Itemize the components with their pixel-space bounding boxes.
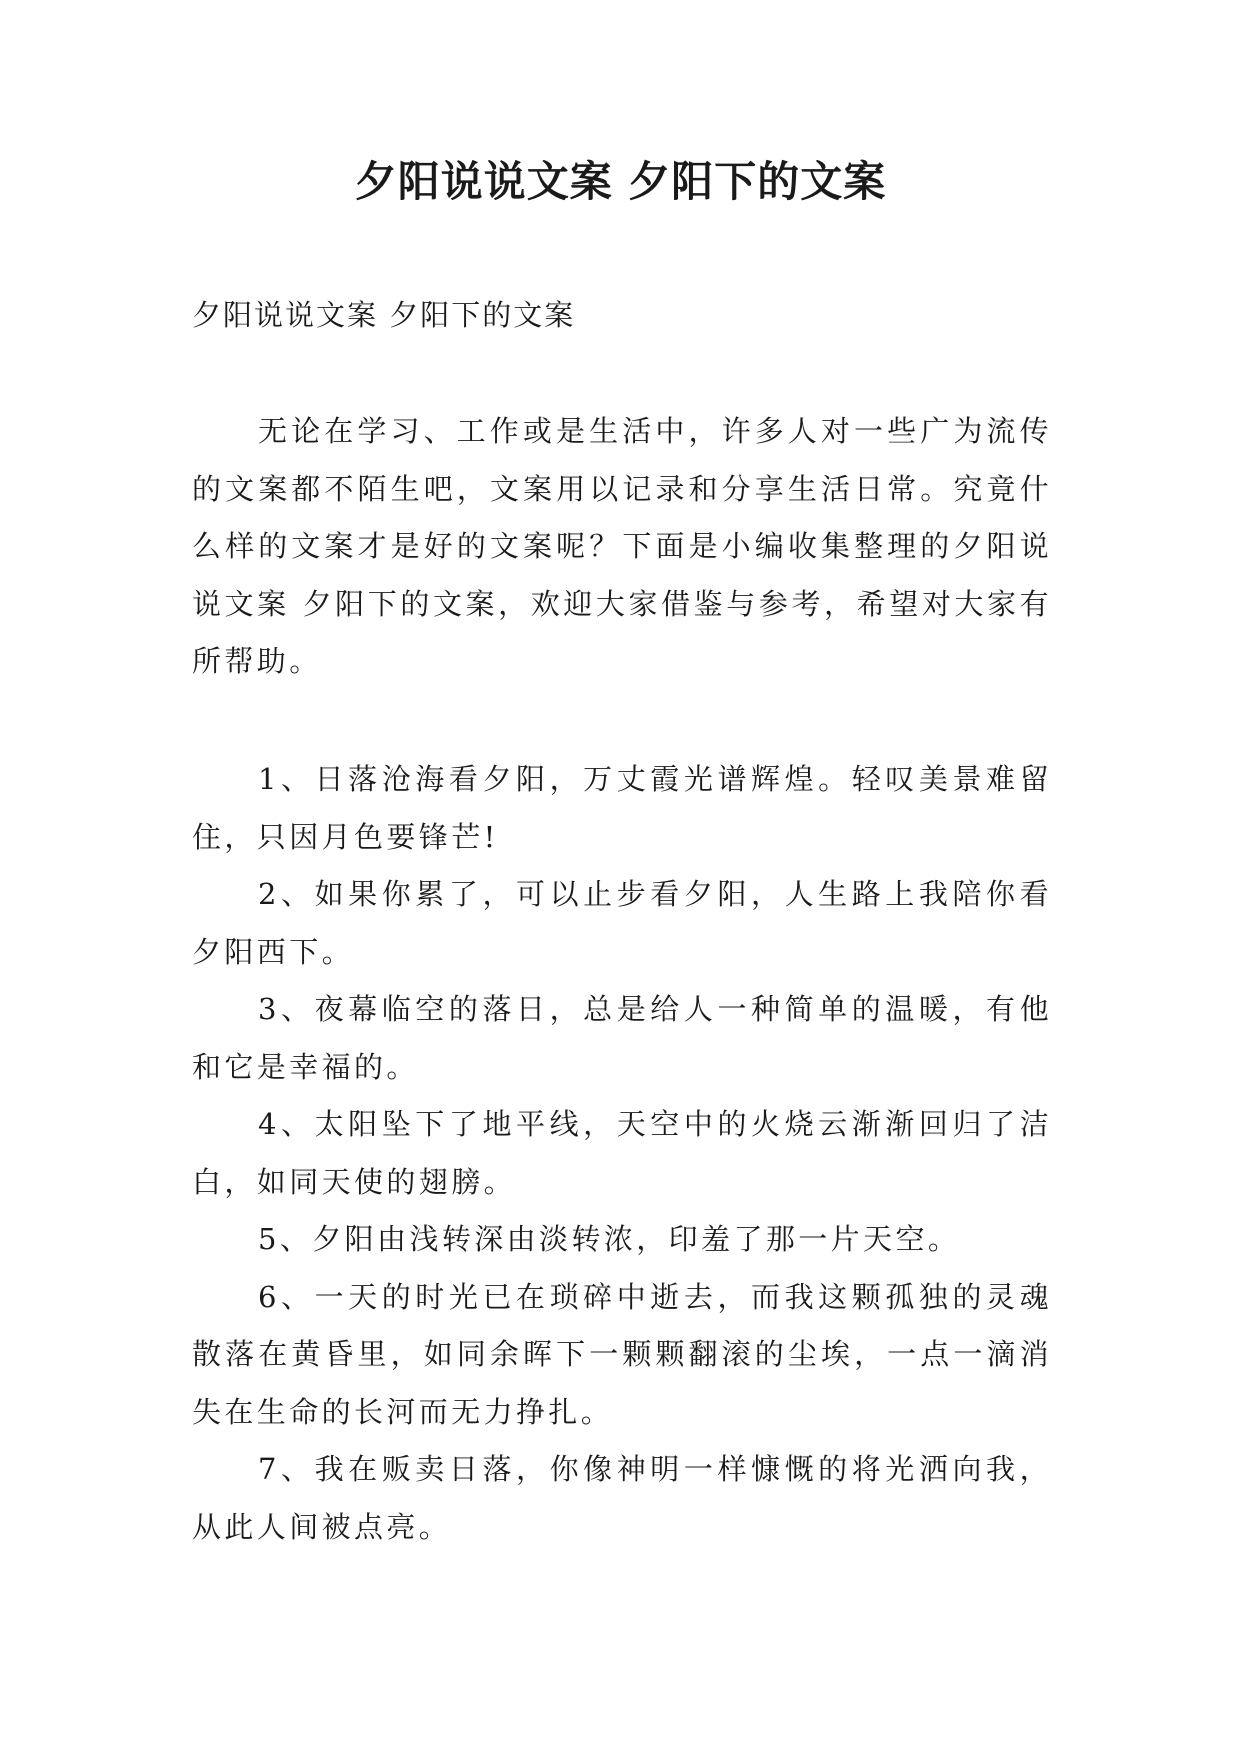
list-item: 5、夕阳由浅转深由淡转浓，印羞了那一片天空。 xyxy=(258,1222,961,1256)
list-item: 3、夜幕临空的落日，总是给人一种简单的温暖，有他和它是幸福的。 xyxy=(192,992,1052,1084)
document-subtitle: 夕阳说说文案 夕阳下的文案 xyxy=(192,298,576,332)
list-item: 2、如果你累了，可以止步看夕阳，人生路上我陪你看夕阳西下。 xyxy=(192,877,1052,969)
list-item: 4、太阳坠下了地平线，天空中的火烧云渐渐回归了洁白，如同天使的翅膀。 xyxy=(192,1107,1052,1199)
list-item: 7、我在贩卖日落，你像神明一样慷慨的将光洒向我，从此人间被点亮。 xyxy=(192,1452,1052,1544)
quote-list xyxy=(192,751,1052,1556)
list-item: 1、日落沧海看夕阳，万丈霞光谱辉煌。轻叹美景难留住，只因月色要锋芒! xyxy=(192,762,1052,854)
list-item: 6、一天的时光已在琐碎中逝去，而我这颗孤独的灵魂散落在黄昏里，如同余晖下一颗颗翻滚的尘埃，一点一滴消失在生命的长河而无力挣扎。 xyxy=(192,1279,1052,1429)
intro-paragraph: 无论在学习、工作或是生活中，许多人对一些广为流传的文案都不陌生吧，文案用以记录和分享生活日常。究竟什么样的文案才是好的文案呢？下面是小编收集整理的夕阳说说文案 夕阳下的文案，欢迎大家借鉴与参考，希望对大家有所帮助。 xyxy=(192,414,1052,678)
document-title: 夕阳说说文案 夕阳下的文案 xyxy=(354,157,887,206)
